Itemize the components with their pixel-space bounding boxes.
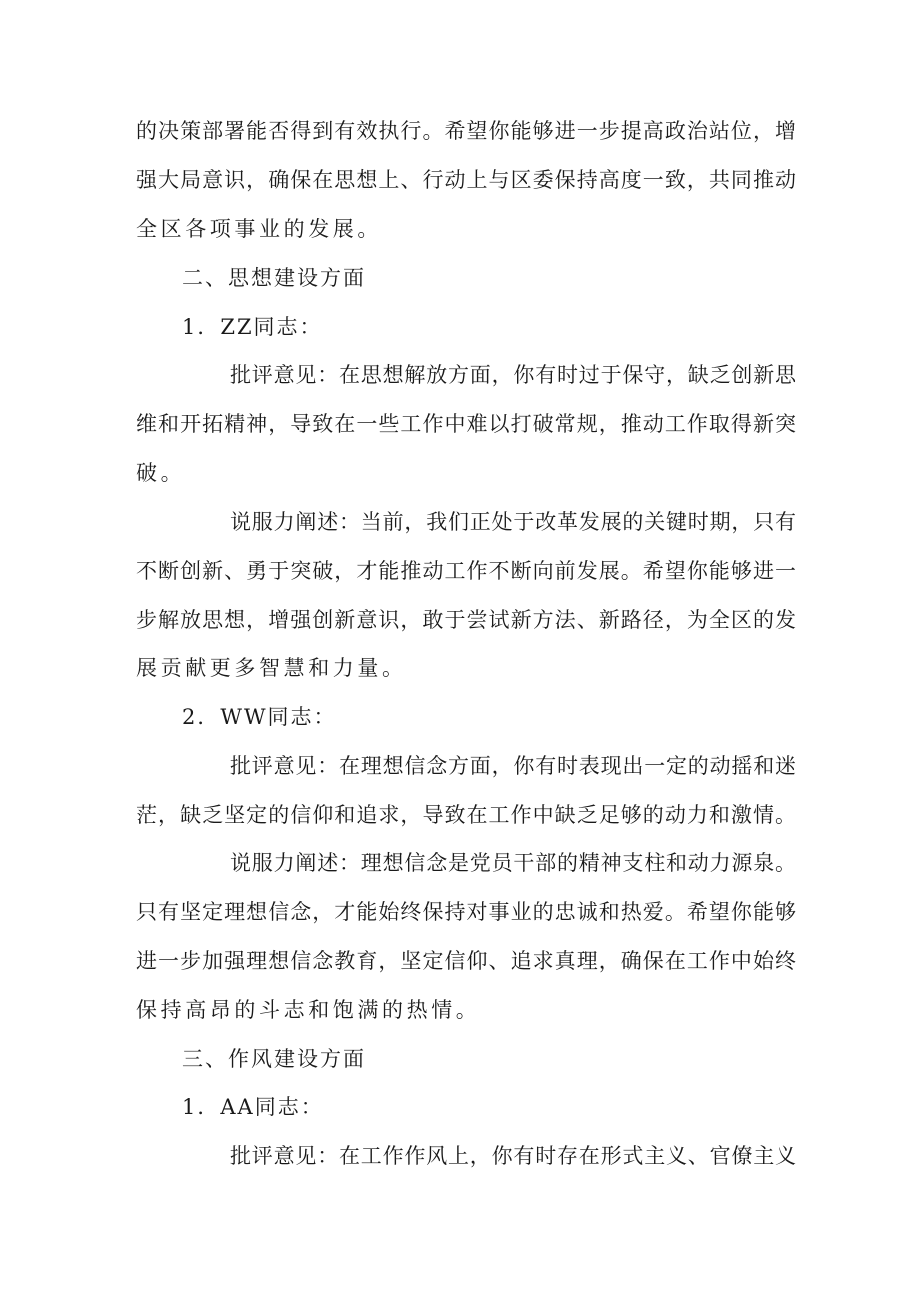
subsection-heading: 2．WW同志： [182,705,337,729]
paragraph-line: 批评意见：在思想解放方面，你有时过于保守，缺乏创新思 [230,363,796,387]
paragraph-line: 展贡献更多智慧和力量。 [136,656,407,680]
paragraph-line: 步解放思想，增强创新意识，敢于尝试新方法、新路径，为全区的发 [136,608,796,632]
paragraph-line: 批评意见：在理想信念方面，你有时表现出一定的动摇和迷 [230,754,796,778]
paragraph-line: 批评意见：在工作作风上，你有时存在形式主义、官僚主义 [230,1144,796,1168]
section-heading: 二、思想建设方面 [182,266,366,290]
paragraph-line: 破。 [136,461,186,485]
paragraph-line: 进一步加强理想信念教育，坚定信仰、追求真理，确保在工作中始终 [136,949,796,973]
subsection-heading: 1．ZZ同志： [182,315,323,339]
paragraph-line: 强大局意识，确保在思想上、行动上与区委保持高度一致，共同推动 [136,168,796,192]
paragraph-line: 只有坚定理想信念，才能始终保持对事业的忠诚和热爱。希望你能够 [136,900,796,924]
paragraph-line: 维和开拓精神，导致在一些工作中难以打破常规，推动工作取得新突 [136,412,796,436]
section-heading: 三、作风建设方面 [182,1047,366,1071]
paragraph-line: 的决策部署能否得到有效执行。希望你能够进一步提高政治站位，增 [136,119,796,143]
paragraph-line: 说服力阐述：理想信念是党员干部的精神支柱和动力源泉。 [230,851,796,875]
paragraph-line: 茫，缺乏坚定的信仰和追求，导致在工作中缺乏足够的动力和激情。 [136,803,796,827]
paragraph-line: 保持高昂的斗志和饱满的热情。 [136,998,481,1022]
paragraph-line: 全区各项事业的发展。 [136,217,382,241]
paragraph-line: 说服力阐述：当前，我们正处于改革发展的关键时期，只有 [230,510,796,534]
paragraph-line: 不断创新、勇于突破，才能推动工作不断向前发展。希望你能够进一 [136,559,796,583]
subsection-heading: 1．AA同志： [182,1095,324,1119]
